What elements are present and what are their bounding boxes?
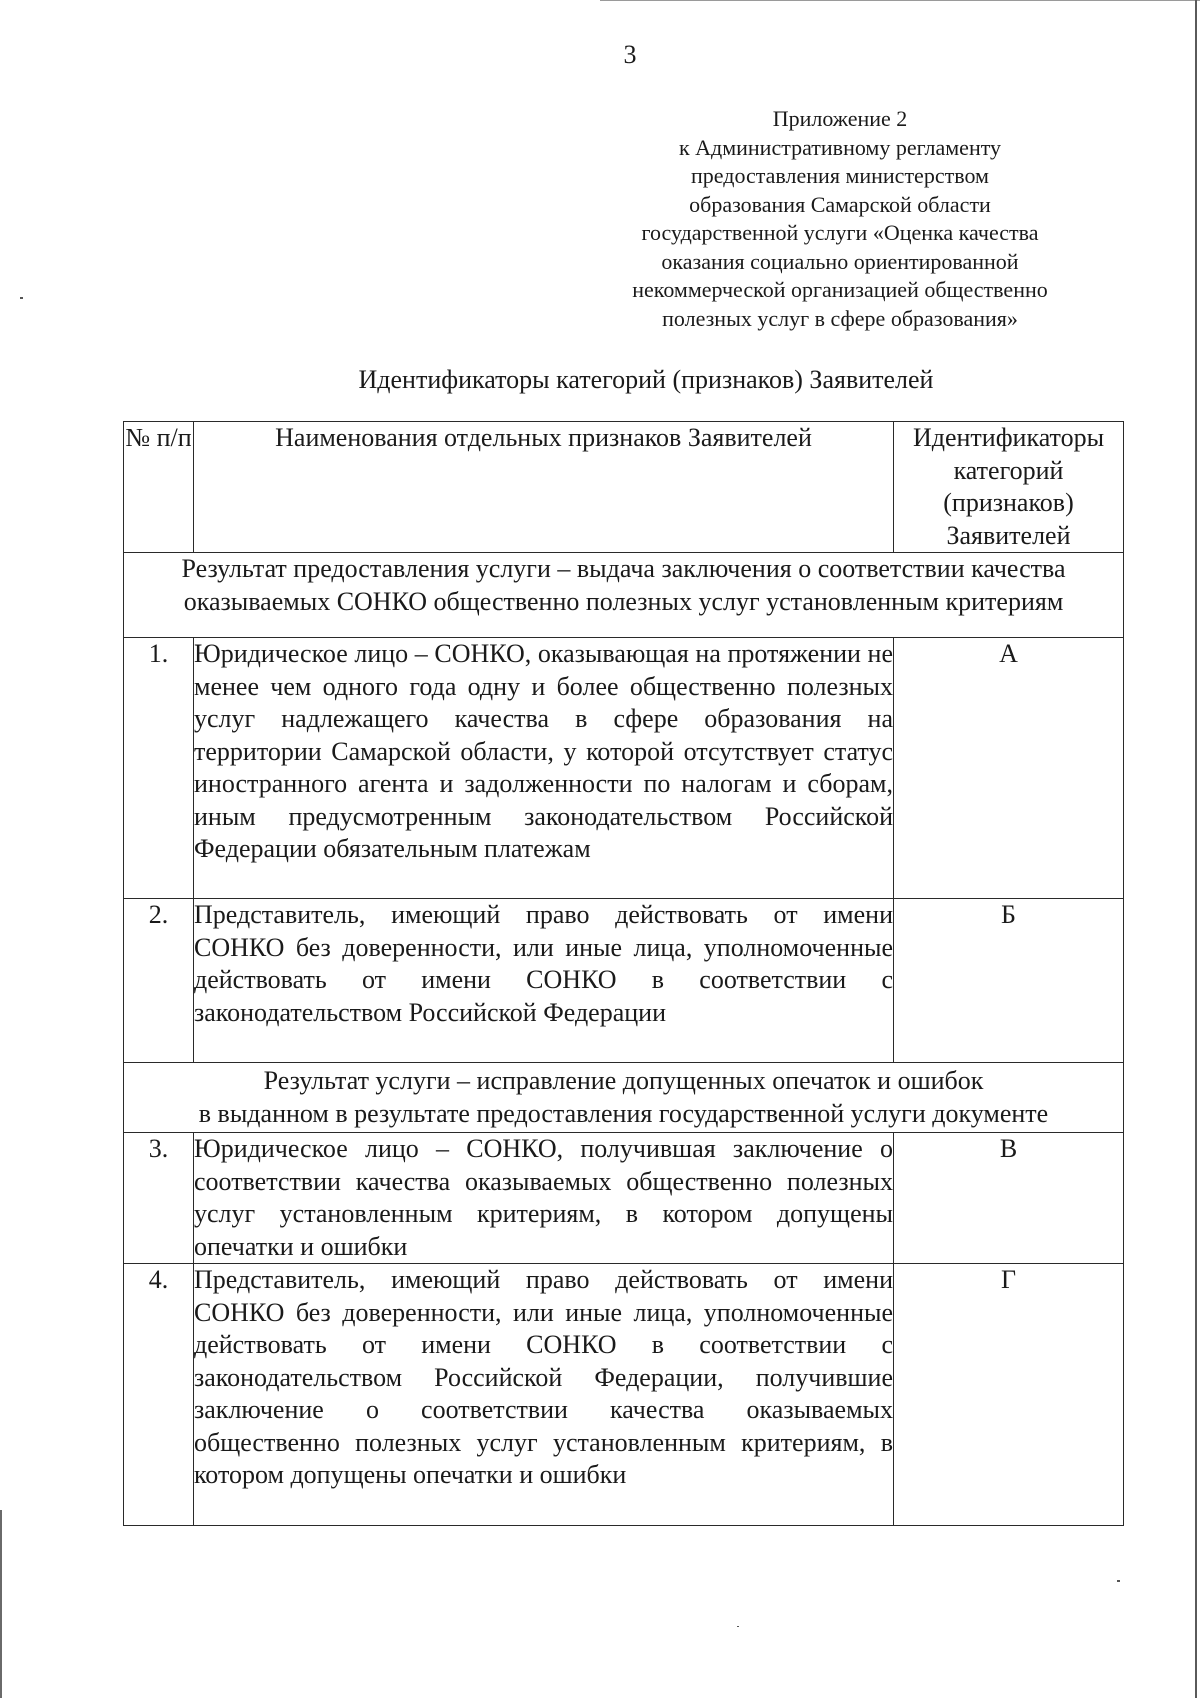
appendix-line: оказания социально ориентированной [661, 248, 1019, 274]
section-line: Результат предоставления услуги – выдача заключения о соответствии качества [181, 554, 1066, 583]
header-number: № п/п [124, 422, 194, 553]
row-identifier: А [894, 638, 1124, 899]
row-identifier: Б [894, 899, 1124, 1063]
appendix-line: предоставления министерством [691, 163, 989, 188]
row-identifier: В [894, 1133, 1124, 1264]
row-number: 2. [124, 899, 194, 1063]
section-row [124, 553, 1124, 638]
row-number: 4. [124, 1264, 194, 1526]
row-number: 3. [124, 1133, 194, 1264]
scan-speck [737, 1626, 739, 1627]
appendix-line: образования Самарской области [689, 191, 991, 217]
section-row [124, 1063, 1124, 1133]
row-description: Представитель, имеющий право действовать от имени СОНКО без доверенности, или иные лица, уполномоченные действовать от имени СОНКО в соответствии с законодательством Российской Федерации, получившие заключение о соответствии качества оказываемых общественно полезных услуг установленным критериям, в котором допущены опечатки и ошибки [194, 1264, 894, 1526]
appendix-line: Приложение 2 [772, 106, 908, 131]
appendix-line: к Административному регламенту [678, 134, 1002, 160]
section-result-2 [124, 1063, 1124, 1133]
row-description: Представитель, имеющий право действовать от имени СОНКО без доверенности, или иные лица, уполномоченные действовать от имени СОНКО в соответствии с законодательством Российской Федерации [194, 899, 894, 1063]
scan-speck [1117, 1580, 1120, 1582]
row-description: Юридическое лицо – СОНКО, получившая заключение о соответствии качества оказываемых общественно полезных услуг установленным критериям, в котором допущены опечатки и ошибки [194, 1133, 894, 1264]
row-description: Юридическое лицо – СОНКО, оказывающая на протяжении не менее чем одного года одну и более общественно полезных услуг надлежащего качества в сфере образования на территории Самарской области, у которой отсутствует статус иностранного агента и задолженности по налогам и сборам, иным предусмотренным законодательством Российской Федерации обязательным платежам [194, 638, 894, 899]
table-row [124, 899, 1124, 1063]
appendix-line: полезных услуг в сфере образования» [662, 305, 1018, 331]
appendix-line: государственной услуги «Оценка качества [641, 220, 1039, 245]
identifiers-table [123, 421, 1124, 1526]
table-row [124, 638, 1124, 899]
appendix-header [600, 105, 1080, 333]
section-line: Результат услуги – исправление допущенных опечаток и ошибок [263, 1066, 984, 1095]
table-row [124, 1133, 1124, 1264]
scan-edge-top [600, 0, 1200, 1]
section-line: в выданном в результате предоставления государственной услуги документе [198, 1098, 1049, 1128]
header-identifier: Идентификаторы категорий (признаков) Заявителей [894, 422, 1124, 553]
page-number: 3 [623, 40, 637, 69]
section-result-1 [124, 553, 1124, 638]
appendix-line: некоммерческой организацией общественно [632, 277, 1048, 302]
table-row [124, 1264, 1124, 1526]
scan-edge-left [0, 1510, 2, 1698]
row-identifier: Г [894, 1264, 1124, 1526]
row-number: 1. [124, 638, 194, 899]
table-header-row [124, 422, 1124, 553]
section-line: оказываемых СОНКО общественно полезных услуг установленным критериям [183, 586, 1064, 616]
document-title: Идентификаторы категорий (признаков) Заявителей [358, 365, 934, 394]
header-name: Наименования отдельных признаков Заявителей [194, 422, 894, 553]
scan-edge-right [1195, 0, 1197, 1698]
scan-speck [20, 297, 23, 299]
